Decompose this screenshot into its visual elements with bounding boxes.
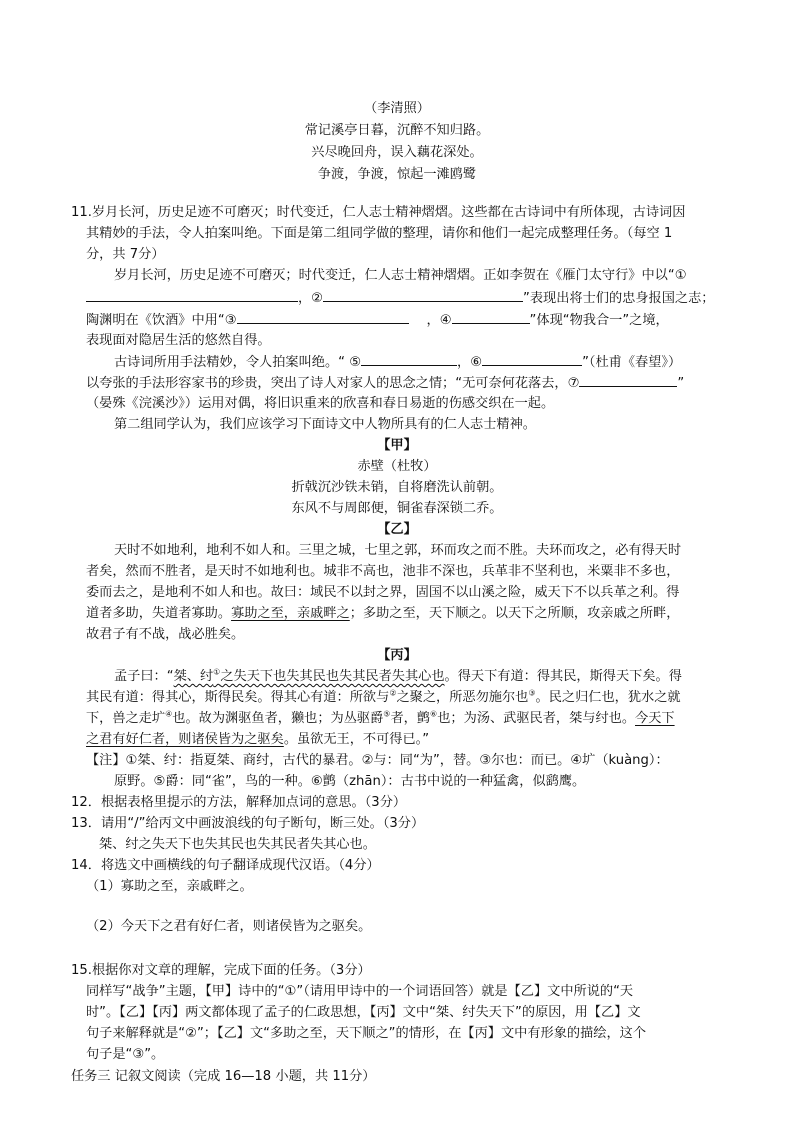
bing-line-1: 孟子曰：“桀、纣①之失天下也失其民也失其民者失其心也。得天下有道：得其民，斯得天下矣。得	[114, 667, 682, 684]
question-15-line-4: 句子是“③”。	[86, 1047, 165, 1062]
section-label-jia: 【甲】	[377, 438, 417, 453]
question-15: 15.根据你对文章的理解，完成下面的任务。（3分）	[71, 963, 371, 978]
wavy-sentence: 桀、纣①之失天下也失其民也失其民者失其心也	[173, 667, 445, 684]
q11-para1-line4: 表现面对隐居生活的悠然自得。	[86, 333, 271, 348]
underlined-sentence-2a: 今天下	[635, 711, 675, 726]
question-14: 14．将选文中画横线的句子翻译成现代汉语。（4分）	[71, 858, 380, 873]
section-label-bing: 【丙】	[377, 648, 417, 663]
yi-line-3: 委而去之，是地利不如人和也。故曰：域民不以封之界，固国不以山溪之险，威天下不以兵革之利。得	[86, 585, 680, 600]
answer-blank-1[interactable]	[86, 289, 298, 302]
jia-line-2: 东风不与周郎便，铜雀春深锁二乔。	[291, 501, 503, 516]
bing-line-4: 之君有好仁者，则诸侯皆为之驱矣。虽欲无王，不可得已。”	[86, 732, 430, 747]
question-15-line-1: 同样写“战争”主题，【甲】诗中的“①”（请用甲诗中的一个词语回答）就是【乙】文中所说的“天	[86, 984, 634, 999]
answer-blank-7[interactable]	[579, 374, 677, 387]
bing-line-3: 下，兽之走圹④也。故为渊驱鱼者，獭也；为丛驱爵⑤者，鹯⑥也；为汤、武驱民者，桀与纣也。今天下	[86, 709, 675, 726]
question-13-sentence: 桀、纣之失天下也失其民也失其民者失其心也。	[99, 837, 376, 852]
answer-blank-4[interactable]	[452, 311, 530, 324]
q11-stem-1: 11.岁月长河，历史足迹不可磨灭；时代变迁，仁人志士精神熠熠。这些都在古诗词中有所体现，古诗词因	[71, 205, 686, 220]
jia-line-1: 折戟沉沙铁未销，自将磨洗认前朝。	[291, 480, 503, 495]
q11-stem-3: 分，共 7分）	[86, 247, 165, 262]
task-3-heading: 任务三 记叙文阅读（完成 16—18 小题，共 11分）	[71, 1069, 376, 1084]
jia-title: 赤壁（杜牧）	[357, 459, 437, 474]
yi-line-4: 道者多助，失道者寡助。寡助之至，亲戚畔之；多助之至，天下顺之。以天下之所顺，攻亲戚之所畔，	[86, 606, 680, 621]
q11-para2-line3: （晏殊《浣溪沙》）运用对偶，将旧识重来的欣喜和春日易逝的伤感交织在一起。	[86, 396, 555, 411]
notes-line-2: 原野。⑤爵：同“雀”，鸟的一种。⑥鹯（zhān）：古书中说的一种猛禽，似鹞鹰。	[114, 774, 586, 789]
question-15-line-2: 时”。【乙】【丙】两文都体现了孟子的仁政思想，【丙】文中“桀、纣失天下”的原因，用【乙】文	[86, 1005, 641, 1020]
section-label-yi: 【乙】	[377, 522, 417, 537]
poem-line-2: 兴尽晚回舟，误入藕花深处。	[311, 145, 483, 160]
question-12: 12．根据表格里提示的方法，解释加点词的意思。（3分）	[71, 795, 407, 810]
q11-para2-line2: 以夸张的手法形容家书的珍贵，突出了诗人对家人的思念之情；“无可奈何花落去，⑦ ”	[86, 376, 685, 391]
underlined-sentence-1: 寡助之至，亲戚畔之	[231, 606, 350, 621]
q11-para3: 第二组同学认为，我们应该学习下面诗文中人物所具有的仁人志士精神。	[114, 417, 536, 432]
underlined-sentence-2b: 之君有好仁者，则诸侯皆为之驱矣	[86, 732, 284, 747]
answer-blank-2[interactable]	[323, 289, 523, 302]
notes-line-1: 【注】①桀、纣：指夏桀、商纣，古代的暴君。②与：同“为”，替。③尔也：而已。④圹（kuàng）：	[86, 753, 669, 768]
q11-para1-line3: 陶渊明在《饮酒》中用“③ ，④ ”体现“物我合一”之境，	[86, 313, 669, 328]
answer-blank-6[interactable]	[482, 353, 582, 366]
bing-line-2: 其民有道：得其心，斯得民矣。得其心有道：所欲与②之聚之，所恶勿施尔也③。民之归仁也，犹水之就	[86, 688, 681, 705]
yi-line-5: 故君子有不战，战必胜矣。	[86, 627, 245, 642]
q11-stem-2: 其精妙的手法，令人拍案叫绝。下面是第二组同学做的整理，请你和他们一起完成整理任务。（每空 1	[86, 226, 673, 241]
answer-blank-5[interactable]	[361, 353, 457, 366]
q11-para1-line1: 岁月长河，历史足迹不可磨灭；时代变迁，仁人志士精神熠熠。正如李贺在《雁门太守行》中以“①	[114, 268, 687, 283]
poem-author: （李清照）	[364, 101, 430, 116]
question-13: 13．请用“/”给丙文中画波浪线的句子断句，断三处。（3分）	[71, 816, 425, 831]
poem-line-3: 争渡，争渡，惊起一滩鸥鹭	[317, 167, 477, 182]
answer-blank-3[interactable]	[237, 311, 409, 324]
poem-line-1: 常记溪亭日暮，沉醉不知归路。	[304, 123, 490, 138]
q11-para2-line1: 古诗词所用手法精妙，令人拍案叫绝。“ ⑤ ，⑥ ”（杜甫《春望》）	[114, 355, 682, 370]
question-14-item-1: （1）寡助之至，亲戚畔之。	[86, 879, 253, 894]
q11-para1-line2: ，② ”表现出将士们的忠身报国之志；	[86, 289, 714, 307]
question-14-item-2: （2）今天下之君有好仁者，则诸侯皆为之驱矣。	[86, 919, 372, 934]
question-15-line-3: 句子来解释就是“②”；【乙】文“多助之至，天下顺之”的情形，在【丙】文中有形象的描绘，这个	[86, 1026, 647, 1041]
yi-line-1: 天时不如地利，地利不如人和。三里之城，七里之郭，环而攻之而不胜。夫环而攻之，必有得天时	[114, 543, 682, 558]
yi-line-2: 者矣，然而不胜者，是天时不如地利也。城非不高也，池非不深也，兵革非不坚利也，米粟非不多也，	[86, 564, 680, 579]
